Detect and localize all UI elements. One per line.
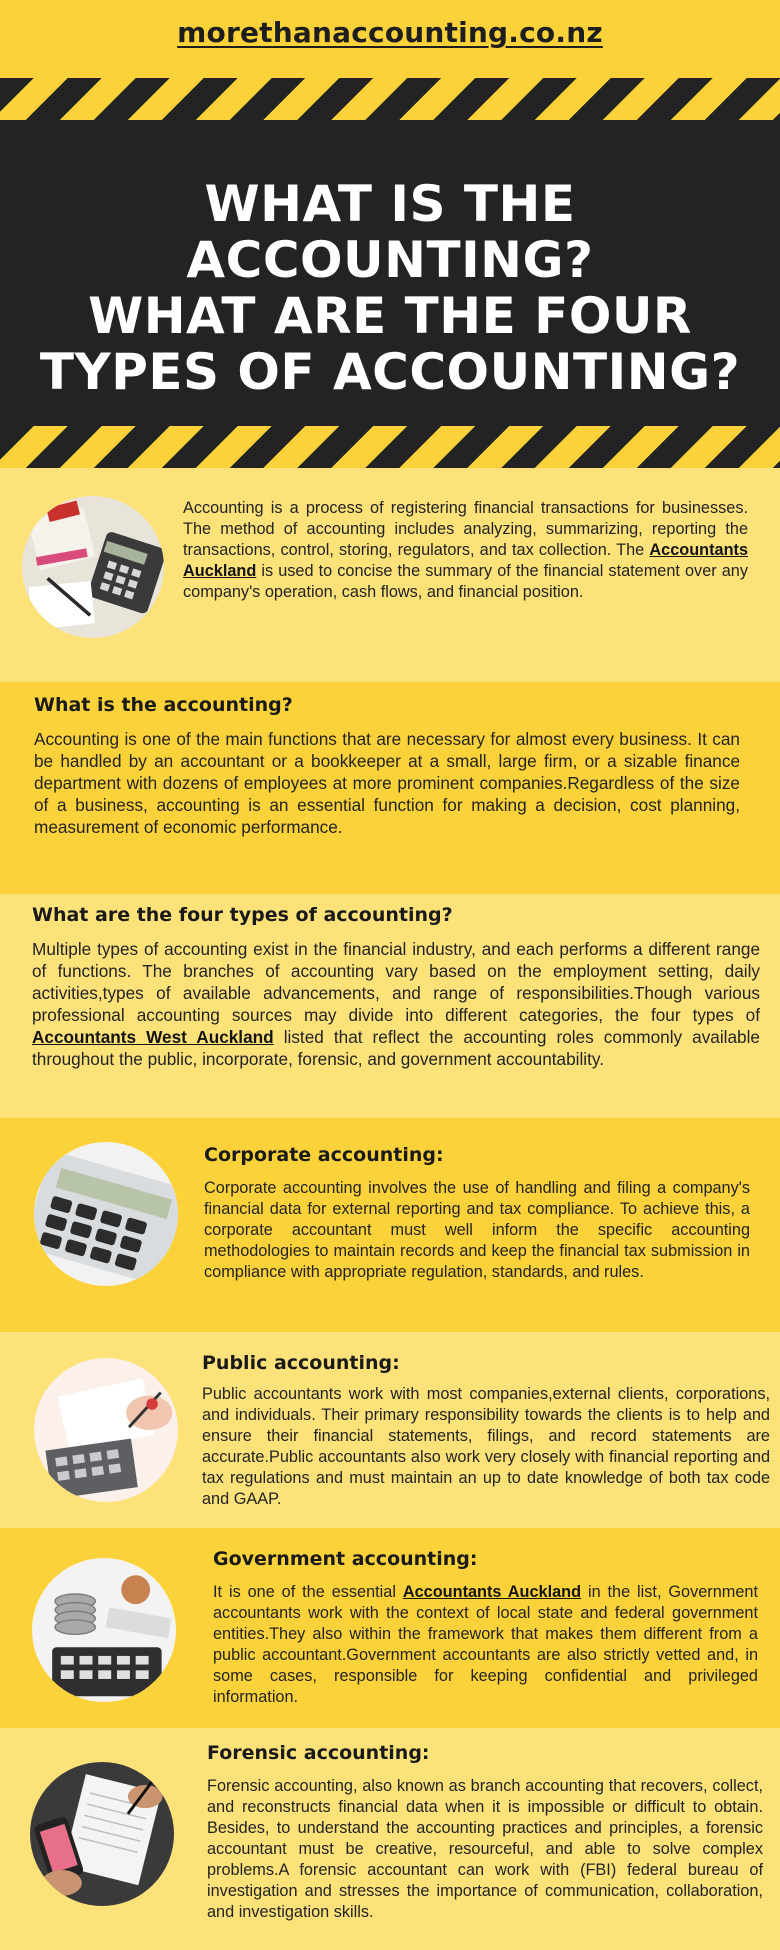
- intro-text: [183, 498, 748, 603]
- intro-section: [0, 468, 780, 682]
- intro-text-part-1: Accounting is a process of registering financial transactions for businesses. The method of accounting includes analyzing, summarizing, reporting the transactions, control, storing, regulators, and tax collection. The: [183, 499, 748, 559]
- hero-banner: [0, 120, 780, 426]
- intro-text-part-2: is used to concise the summary of the financial statement over any company's operation, cash flows, and financial position.: [183, 562, 748, 601]
- notebook-phone-icon: [30, 1762, 174, 1906]
- what-is-heading: What is the accounting?: [34, 694, 293, 716]
- hero-title-line-4: TYPES OF ACCOUNTING?: [39, 343, 741, 401]
- public-section: [0, 1332, 780, 1528]
- site-url-link[interactable]: morethanaccounting.co.nz: [177, 16, 603, 49]
- public-text: Public accountants work with most companies,external clients, corporations, and individuals. Their primary responsibility towards the clients is to help and ensure their financial statements, filings, and record statements are accurate.Public accountants also work very closely with financial reporting and tax regulations and must maintain an up to date knowledge of both tax code and GAAP.: [202, 1385, 770, 1508]
- government-text: [213, 1582, 758, 1708]
- public-heading: Public accounting:: [202, 1352, 400, 1374]
- government-text-part-2: in the list, Government accountants work with the context of local state and federal government entities.They also within the framework that makes them different from a public accountant.Government accountants are also strictly vetted and, in some cases, responsible for keeping confidential and privileged information.: [213, 1583, 758, 1706]
- coins-calculator-icon: [32, 1558, 176, 1702]
- hazard-stripe-bottom: [0, 426, 780, 468]
- government-text-part-1: It is one of the essential: [213, 1583, 403, 1601]
- four-types-text: [32, 938, 760, 1070]
- what-is-section: [0, 682, 780, 894]
- government-heading: Government accounting:: [213, 1548, 478, 1570]
- corporate-text: Corporate accounting involves the use of handling and filing a company's financial data for external reporting and tax compliance. To achieve this, a corporate accountant must well inform the specific accounting methodologies to maintain records and keep the financial tax submission in compliance with appropriate regulation, standards, and rules.: [204, 1179, 750, 1281]
- forensic-text: Forensic accounting, also known as branch accounting that recovers, collect, and reconstructs financial data when it is impossible or difficult to obtain. Besides, to understand the accounting practices and principles, a forensic accountant must be creative, resourceful, and able to solve complex problems.A forensic accountant can work with (FBI) federal bureau of investigation and stresses the importance of communication, collaboration, and investigation skills.: [207, 1777, 763, 1921]
- hero-title-line-3: WHAT ARE THE FOUR: [88, 287, 692, 345]
- hazard-stripe-top: [0, 78, 780, 120]
- corporate-heading: Corporate accounting:: [204, 1144, 444, 1166]
- writing-hand-calculator-icon: [34, 1358, 178, 1502]
- hero-title-line-2: ACCOUNTING?: [186, 231, 594, 289]
- corporate-section: [0, 1118, 780, 1332]
- what-is-text: Accounting is one of the main functions that are necessary for almost every business. It can be handled by an accountant or a bookkeeper at a small, large firm, or a sizable finance department with dozens of employees at more prominent companies.Regardless of the size of a business, accounting is an essential function for making a decision, cost planning, measurement of economic performance.: [34, 729, 740, 837]
- four-types-section: [0, 894, 780, 1118]
- four-types-heading: What are the four types of accounting?: [32, 904, 453, 926]
- accountants-auckland-link[interactable]: Accountants Auckland: [183, 541, 748, 580]
- hero-title-line-1: WHAT IS THE: [204, 175, 576, 233]
- calculator-icon: [34, 1142, 178, 1286]
- accountants-west-auckland-link[interactable]: Accountants West Auckland: [32, 1027, 274, 1047]
- government-section: [0, 1528, 780, 1728]
- government-accountants-auckland-link[interactable]: Accountants Auckland: [402, 1583, 582, 1601]
- four-types-text-part-1: Multiple types of accounting exist in the financial industry, and each performs a different range of functions. The branches of accounting vary based on the employment setting, daily activities,types of available advancements, and range of responsibilities.Though various professional accounting sources may divide into different categories, the four types of: [32, 939, 760, 1025]
- forensic-heading: Forensic accounting:: [207, 1742, 430, 1764]
- four-types-text-part-2: listed that reflect the accounting roles commonly available throughout the public, incorporate, forensic, and government accountability.: [32, 1027, 760, 1069]
- forensic-section: [0, 1728, 780, 1950]
- tax-documents-calculator-icon: [22, 496, 164, 638]
- site-header: [0, 0, 780, 80]
- hero-title: [20, 176, 760, 400]
